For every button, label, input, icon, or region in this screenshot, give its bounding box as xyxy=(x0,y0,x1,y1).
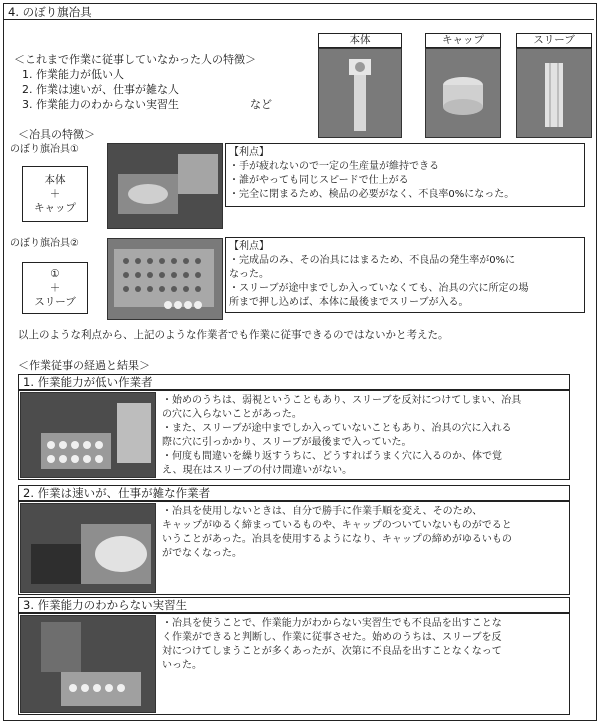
jig1-component-line-2: ＋ xyxy=(49,188,61,200)
jig2-component-line-1: ① xyxy=(50,268,60,280)
jig2-component-line-2: ＋ xyxy=(49,282,61,294)
result-section-2-title: 2. 作業は速いが、仕事が雑な作業者 xyxy=(18,485,570,501)
jig1-merit-2: ・誰がやっても同じスピードで仕上がる xyxy=(229,175,409,186)
jig2-merit-2: なった。 xyxy=(229,269,269,280)
result-section-1-line-3: ・また、スリーブが途中までしか入っていないこともあり、冶具の穴に入れる xyxy=(162,423,512,434)
jig2-merit-3: ・スリーブが途中までしか入っていなくても、冶具の穴に所定の場 xyxy=(229,283,529,294)
jig1-component-line-3: キャップ xyxy=(34,202,76,214)
part-label-sleeve: スリーブ xyxy=(516,33,592,48)
result-section-2-photo xyxy=(20,503,156,593)
jig1-merit-box xyxy=(225,143,585,207)
jig1-merit-3: ・完全に閉まるため、検品の必要がなく、不良率0%になった。 xyxy=(229,189,515,200)
result-section-1-line-1: ・始めのうちは、弱視ということもあり、スリーブを反対につけてしまい、冶具 xyxy=(162,395,522,406)
jig2-component-box xyxy=(22,262,88,314)
result-section-1-line-6: え、現在はスリーブの付け間違いがない。 xyxy=(162,465,353,476)
jig2-merit-4: 所まで押し込めば、本体に最後までスリーブが入る。 xyxy=(229,297,469,308)
jig2-merit-1: ・完成品のみ、その冶具にはまるため、不良品の発生率が0%に xyxy=(229,255,516,266)
intro-suffix: など xyxy=(250,98,272,111)
part-label-body: 本体 xyxy=(318,33,402,48)
result-section-3-line-1: ・冶具を使うことで、作業能力がわからない実習生でも不良品を出すことな xyxy=(162,618,502,629)
jig1-photo xyxy=(107,143,223,229)
part-label-cap: キャップ xyxy=(425,33,501,48)
result-section-1-line-4: 際に穴に引っかかり、スリーブが最後まで入っていた。 xyxy=(162,437,412,448)
intro-heading: ＜これまで作業に従事していなかった人の特徴＞ xyxy=(14,53,256,66)
jig2-caption: のぼり旗冶具② xyxy=(10,238,79,249)
result-section-2-line-3: いうことがあった。冶具を使用するようになり、キャップの締めがゆるいもの xyxy=(162,534,512,545)
page-title: 4. のぼり旗冶具 xyxy=(4,4,594,20)
jig1-component-line-1: 本体 xyxy=(44,174,66,186)
jig-heading: ＜冶具の特徴＞ xyxy=(18,128,95,141)
body-part-photo xyxy=(318,48,402,138)
result-section-1-title: 1. 作業能力が低い作業者 xyxy=(18,374,570,390)
result-section-3-photo xyxy=(20,615,156,713)
intro-item-1: 1. 作業能力が低い人 xyxy=(22,68,124,81)
jig1-merit-title: 【利点】 xyxy=(229,147,269,158)
jig2-merit-title: 【利点】 xyxy=(229,241,269,252)
intro-item-3: 3. 作業能力のわからない実習生 xyxy=(22,98,179,111)
cap-part-photo xyxy=(425,48,501,138)
result-section-2-line-4: がでなくなった。 xyxy=(162,548,242,559)
jig2-component-line-3: スリーブ xyxy=(34,296,76,308)
result-section-3-line-3: 対につけてしまうことが多くあったが、次第に不良品を出すことなくなって xyxy=(162,646,502,657)
sleeve-part-photo xyxy=(516,48,592,138)
result-section-3-line-2: く作業ができると判断し、作業に従事させた。始めのうちは、スリーブを反 xyxy=(162,632,502,643)
result-section-3-line-4: いった。 xyxy=(162,660,202,671)
result-section-1-photo xyxy=(20,392,156,478)
jig2-merit-box xyxy=(225,237,585,313)
results-heading: ＜作業従事の経過と結果＞ xyxy=(18,359,150,372)
result-section-3-title: 3. 作業能力のわからない実習生 xyxy=(18,597,570,613)
jig2-photo xyxy=(107,238,223,320)
result-section-1-line-5: ・何度も間違いを繰り返すうちに、どうすればうまく穴に入るのか、体で覚 xyxy=(162,451,502,462)
jig-conclusion: 以上のような利点から、上記のような作業者でも作業に従事できるのではないかと考えた。 xyxy=(18,329,449,341)
result-section-1-line-2: の穴に入らないことがあった。 xyxy=(162,409,302,420)
result-section-2-line-2: キャップがゆるく締まっているものや、キャップのついていないものがでると xyxy=(162,520,512,531)
jig1-merit-1: ・手が疲れないので一定の生産量が維持できる xyxy=(229,161,439,172)
intro-item-2: 2. 作業は速いが、仕事が雑な人 xyxy=(22,83,179,96)
jig1-caption: のぼり旗冶具① xyxy=(10,144,79,155)
result-section-2-line-1: ・冶具を使用しないときは、自分で勝手に作業手順を変え、そのため、 xyxy=(162,506,483,517)
jig1-component-box xyxy=(22,166,88,222)
